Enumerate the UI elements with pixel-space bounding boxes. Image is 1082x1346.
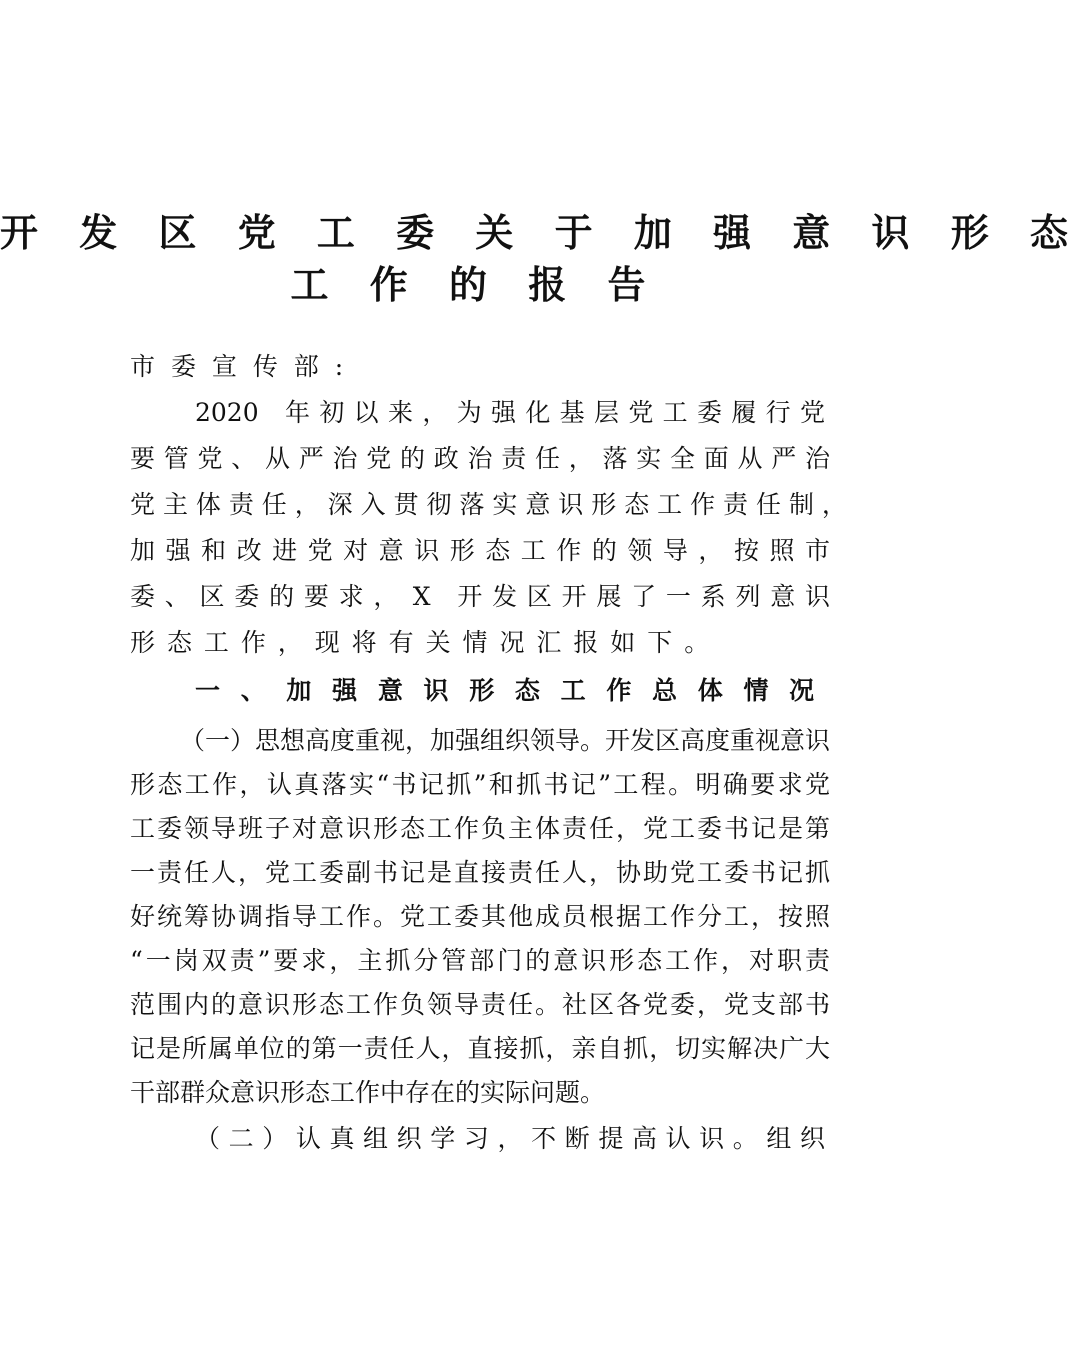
paragraph-2-line-8: 记是所属单位的第一责任人，直接抓，亲自抓，切实解决广大	[130, 1034, 830, 1063]
salutation: 市 委 宣 传 部 :	[130, 352, 348, 381]
paragraph-2-line-9: 干部群众意识形态工作中存在的实际问题。	[130, 1078, 606, 1107]
paragraph-1-line-1: 2020 年 初 以 来 ， 为 强 化 基 层 党 工 委 履 行 党	[195, 398, 825, 427]
paragraph-2-line-5: 好统筹协调指导工作。党工委其他成员根据工作分工，按照	[130, 902, 830, 931]
paragraph-2-line-4: 一责任人，党工委副书记是直接责任人，协助党工委书记抓	[130, 858, 830, 887]
paragraph-1-line-4: 加 强 和 改 进 党 对 意 识 形 态 工 作 的 领 导 ， 按 照 市	[130, 536, 830, 565]
paragraph-3-line-1: （ 二 ） 认 真 组 织 学 习 ， 不 断 提 高 认 识 。 组 织	[195, 1124, 825, 1153]
paragraph-1-line-3: 党 主 体 责 任 ， 深 入 贯 彻 落 实 意 识 形 态 工 作 责 任 制 ，	[130, 490, 847, 519]
paragraph-1-line-6: 形 态 工 作 ， 现 将 有 关 情 况 汇 报 如 下 。	[130, 628, 712, 657]
paragraph-2-line-7: 范围内的意识形态工作负领导责任。社区各党委，党支部书	[130, 990, 830, 1019]
document-title-line-1: 开 发 区 党 工 委 关 于 加 强 意 识 形 态	[0, 211, 1082, 255]
paragraph-2-line-2: 形态工作，认真落实“书记抓”和抓书记”工程。明确要求党	[130, 770, 830, 799]
paragraph-1-line-2: 要 管 党 、 从 严 治 党 的 政 治 责 任 ， 落 实 全 面 从 严 治	[130, 444, 830, 473]
paragraph-1-line-5: 委 、 区 委 的 要 求 ， X 开 发 区 开 展 了 一 系 列 意 识	[130, 582, 830, 611]
paragraph-2-line-1: （一）思想高度重视，加强组织领导。开发区高度重视意识	[180, 726, 831, 755]
document-title-line-2: 工 作 的 报 告	[290, 263, 660, 307]
paragraph-2-line-3: 工委领导班子对意识形态工作负主体责任，党工委书记是第	[130, 814, 830, 843]
section-1-heading: 一 、 加 强 意 识 形 态 工 作 总 体 情 况	[195, 676, 821, 705]
paragraph-2-line-6: “一岗双责”要求，主抓分管部门的意识形态工作，对职责	[130, 946, 830, 975]
